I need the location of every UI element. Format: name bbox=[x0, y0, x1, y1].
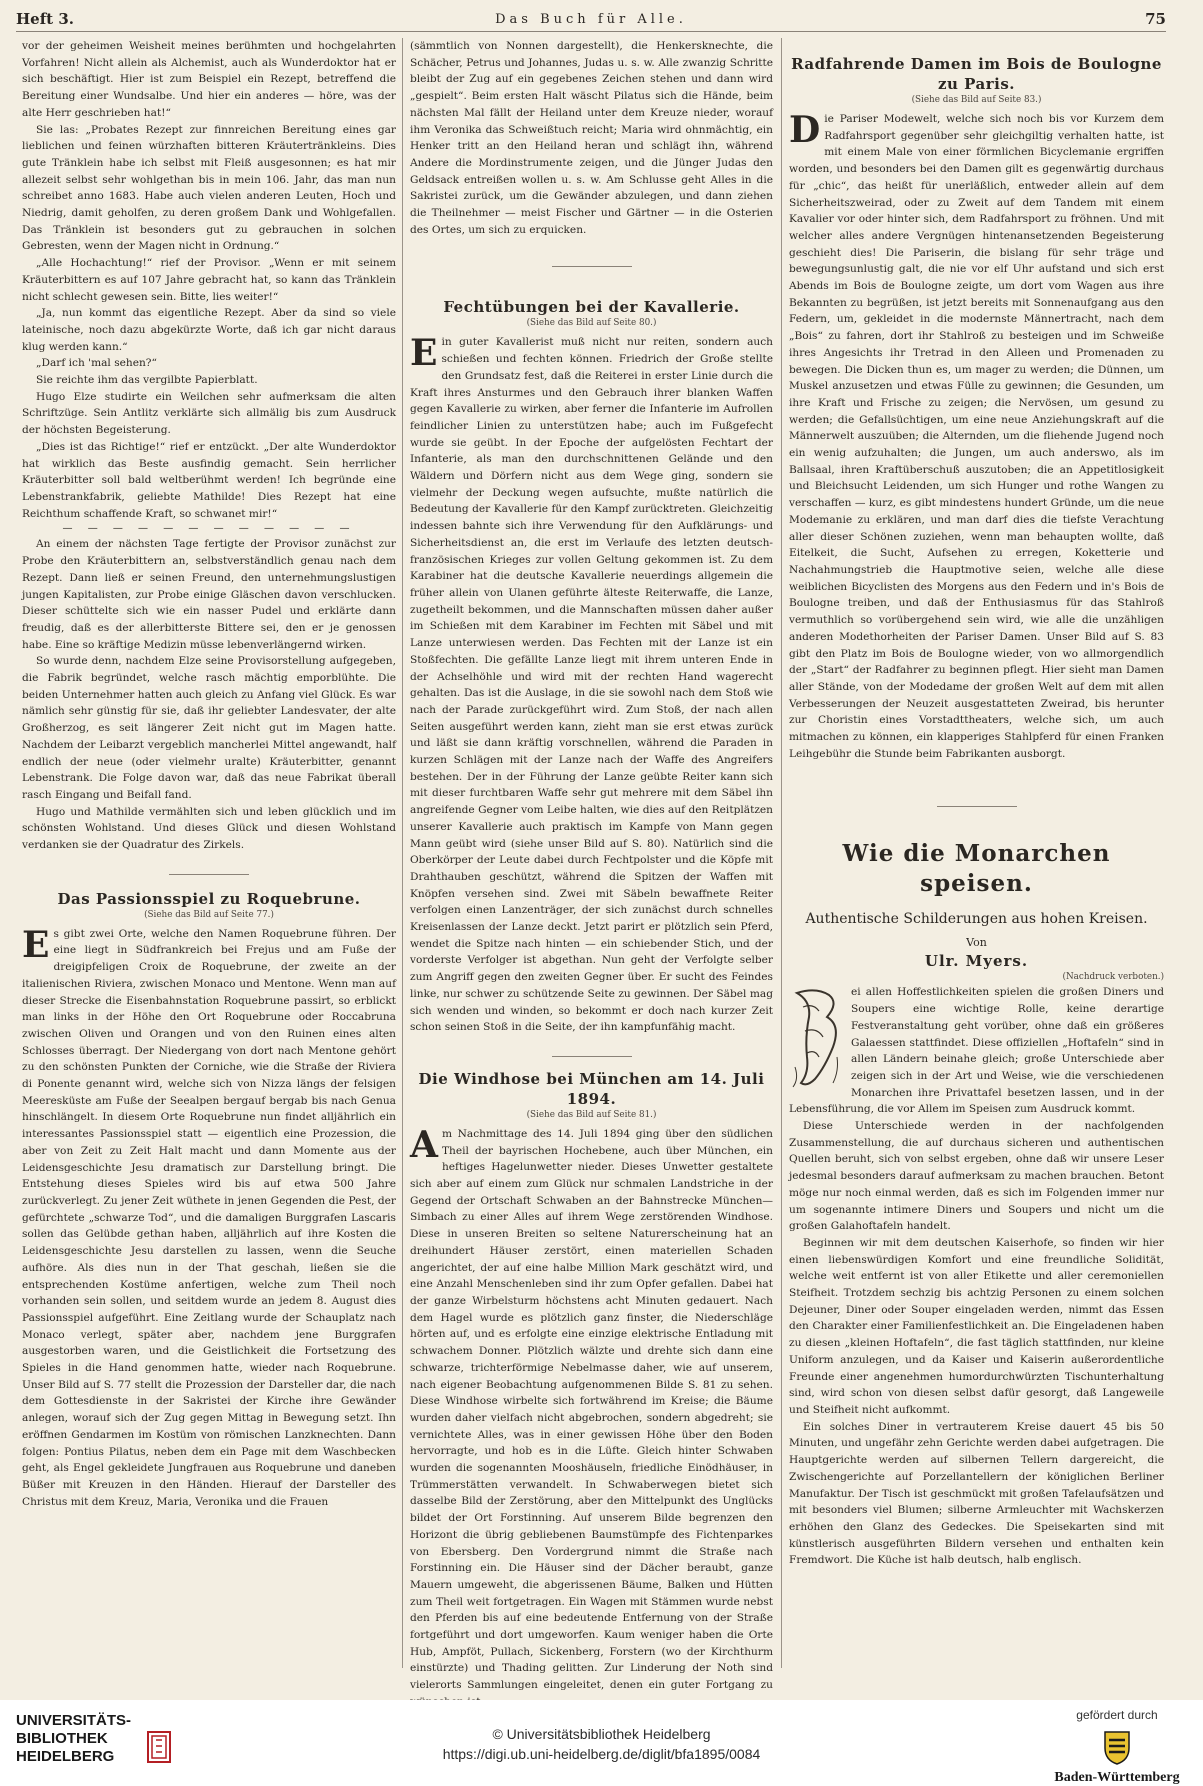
paragraph: Diese Unterschiede werden in der nachfolgenden Zusammenstellung, die auf durchaus sicheren und authentischen Quellen beruht, sich von selbst ergeben, ohne daß wir unsere Leser jedesmal besonders darauf aufmerksam zu machen brauchen. Betont möge nur noch einmal werden, daß es sich im Folgenden immer nur um sogenannte intimere Diners und Soupers und nicht um die großen Galahoftafeln handelt. bbox=[789, 1120, 1164, 1233]
paragraph: Hugo Elze studirte ein Weilchen sehr aufmerksam die alten Schriftzüge. Sein Antlitz verklärte sich allmälig bis zum Ausdruck der höchsten Begeisterung. bbox=[22, 390, 396, 437]
paragraph: Ein solches Diner in vertrauterem Kreise dauert 45 bis 50 Minuten, und ungefähr zehn Gerichte werden dabei aufgetragen. Die Hauptgerichte werden auf silbernen Tellern dargereicht, die Zwischengerichte auf Porzellantellern der königlichen Berliner Manufaktur. Der Tisch ist geschmückt mit großen Tafelaufsätzen und mit besonders viel Blumen; silberne Armleuchter mit Wachskerzen erhöhen den Glanz des Gedeckes. Die Speisekarten sind mit künstlerisch ausgeführten Bildern versehen und enthalten kein Fremdwort. Die Küche ist halb deutsch, halb englisch. bbox=[789, 1420, 1164, 1567]
paragraph: Hugo und Mathilde vermählten sich und leben glücklich und im schönsten Wohlstand. Und dieses Glück und diesen Wohlstand verdanken sie der Quadratur des Zirkels. bbox=[22, 805, 396, 852]
section-dashes: — — — — — — — — — — — — bbox=[62, 523, 356, 535]
article-subtitle: Authentische Schilderungen aus hohen Kreisen. bbox=[805, 911, 1148, 928]
digitization-footer bbox=[0, 1700, 1203, 1784]
column-3 bbox=[789, 38, 1164, 1678]
paragraph: „Dies ist das Richtige!“ rief er entzückt. „Der alte Wunderdoktor hat wirklich das Beste ausfindig gemacht. Sein herrlicher Kräuterbitter soll bald weltberühmt werden! Ich begründe eine Lebenstrankfabrik, geliebte Mathilde! Dies Rezept hat eine Reichthum schaffende Kraft, so schwanet mir!“ bbox=[22, 440, 396, 520]
paragraph-text: ie Pariser Modewelt, welche sich noch bis vor Kurzem dem Radfahrsport gegenüber sehr gleichgiltig verhalten hatte, ist mit einem Male von einer förmlichen Bicyclemanie ergriffen worden, und besonders bei den Damen gilt es gegenwärtig durchaus für „chic“, das heißt für unerläßlich, entweder allein auf dem Sicherheitszweirad, oder zu Zweit auf dem Tandem mit einem Kavalier vor oder hinter sich, dem Radfahrsport zu fröhnen. Und mit welcher alles andere Vergnügen hintenansetzenden Begeisterung geschieht dies! Die Pariserin, die bislang für sehr träge und bewegungsunlustig galt, die nie vor elf Uhr aufstand und sich erst Abends im Bois de Boulogne zeigte, um dort vom Wagen aus ihre Bekannten zu begrüßen, ist jetzt bereits mit Sonnenaufgang aus den Federn, um, gekleidet in die modernste Männertracht, nach dem „Bois“ zu fahren, dort ihr Stahlroß zu besteigen und im Schweiße ihres Angesichts ihr Tretrad in den Alleen und Promenaden zu bewegen. Die Dicken thun es, um mager zu werden; die Dünnen, um Muskel anzusetzen und etwas Fülle zu gewinnen; die Gesunden, um ihre Kraft und Frische zu zeigen; die Nervösen, um gesund zu werden; die Gefallsüchtigen, um eine neue Anziehungskraft auf die Männerwelt auszuüben; die Alternden, um die fliehende Jugend noch ein wenig aufzuhalten; die Jungen, um auch anderswo, als im Ballsaal, ihren Kraftüberschuß auszutoben; die an Appetitlosigkeit und Bleichsucht Leidenden, um sich Hunger und rothe Wangen zu verschaffen — kurz, es gibt mindestens hundert Gründe, um die neue Modemanie zu erklären, und man darf dies die tiefste Verachtung aller dieser Schönen zuziehen, wenn man behaupten wollte, daß Eitelkeit, die Sucht, Aufsehen zu erregen, Koketterie und Nachahmungstrieb die Hauptmotive seien, welche alle diese weiblichen Bicyclisten des Morgens aus den Federn und in's Bois de Boulogne treiben, und daß der Enthusiasmus für das Stahlroß vermuthlich so vorübergehend sein wird, wie alle die unzähligen anderen Modethorheiten der Pariser Damen. Unser Bild auf S. 83 gibt den Platz im Bois de Boulogne wieder, von wo allmorgendlich der „Start“ der Radfahrer zu beginnen pflegt. Hier sieht man Damen aller Stände, von der Modedame der großen Welt auf dem mit allen Verbesserungen der Neuzeit ausgestatteten Zweirad, bis herunter zur Choristin eines Vorstadttheaters, welche sich, um auch mitmachen zu können, ein klapperiges Stahlpferd für einen Franken Leihgebühr die Stunde beim Fabrikanten ausborgt. bbox=[789, 113, 1164, 760]
paragraph: vor der geheimen Weisheit meines berühmten und hochgelahrten Vorfahren! Nicht allein als Alchemist, auch als Wunderdoktor hat er sich beschäftigt. Hier ist zum Beispiel ein Rezept, betreffend die Bereitung einer Wundsalbe. Und hier ein anderes — höre, was der alte Herr geschrieben hat!“ bbox=[22, 40, 396, 119]
author-name: Ulr. Myers. bbox=[924, 952, 1029, 971]
paragraph-text: s gibt zwei Orte, welche den Namen Roquebrune führen. Der eine liegt in Südfrankreich bei Frejus und am Fuße der dreigipfeligen Croix de Roquebrune, der zweite an der italienischen Riviera, zwischen Monaco und Mentone. Wenn man auf dieser Strecke die Eisenbahnstation Roquebrune passirt, so erblickt man links in der Höhe den Ort Roquebrune oder Roccabruna zwischen Oliven und Orangen und von den Ruinen eines alten Schlosses überragt. Der Niedergang von dort nach Mentone gehört zu den schönsten Punkten der Corniche, wie die Straße der Riviera di Ponente genannt wird, welche sich von Nizza längs der felsigen Meeresküste am Fuße der Seealpen bergauf bergab bis nach Genua hinschlängelt. In diesem Orte Roquebrune nun findet alljährlich ein interessantes Passionsspiel statt — eigentlich eine Prozession, die aber von Zeit zu Zeit Halt macht und dann Momente aus der Leidensgeschichte Jesu dramatisch zur Darstellung bringt. Die Entstehung dieses Spieles wird bis auf etwa 500 Jahre zurückverlegt. Zu jener Zeit wüthete in jenen Gegenden die Pest, der gefürchtete „schwarze Tod“, und die damaligen Burggrafen Lascaris sollen das Gelübde gethan haben, alljährlich auf ihre Kosten die Leidensgeschichte Jesu darstellen zu lassen, wenn die Seuche aufhöre. Als dies nun in der That geschah, ließen sie die entsprechenden Kostüme anfertigen, welche zum Theil noch vorhanden sein sollen, und seitdem wurde an jedem 8. August dies Passionsspiel aufgeführt. Eine Zeitlang wurde der Schauplatz nach Monaco verlegt, später aber, nachdem jene Burggrafen ausgestorben waren, und die Geistlichkeit die Fortsetzung des Spieles in die Hand genommen hatte, wieder nach Roquebrune. Unser Bild auf S. 77 stellt die Prozession der Darsteller dar, die nach dem Gottesdienste in der Sakristei der Kirche ihre Gewänder anlegen, worauf sich der Zug gegen Mittag in Bewegung setzt. Ihn eröffnen Gendarmen im Kostüm von römischen Lanzknechten. Dann folgen: Pontius Pilatus, neben dem ein Page mit dem Waschbecken geht, als Engel gekleidete Jungfrauen aus Roquebrune und daneben Büßer mit Kreuzen in den Händen. Hierauf der Darsteller des Christus mit dem Kreuz, Maria, Veronika und die Frauen bbox=[22, 927, 396, 1508]
page-number: 75 bbox=[1145, 10, 1166, 28]
source-url[interactable]: https://digi.ub.uni-heidelberg.de/diglit/bfa1895/0084 bbox=[442, 1746, 761, 1762]
article-title: Fechtübungen bei der Kavallerie. bbox=[443, 298, 740, 317]
drop-cap: A bbox=[410, 1123, 438, 1166]
article-title: Das Passionsspiel zu Roquebrune. bbox=[57, 889, 361, 908]
picture-reference: (Siehe das Bild auf Seite 80.) bbox=[526, 318, 657, 329]
decorative-initial bbox=[789, 984, 843, 1094]
issue-number: Heft 3. bbox=[16, 10, 74, 28]
journal-title: Das Buch für Alle. bbox=[495, 12, 687, 27]
section-divider bbox=[552, 266, 632, 267]
column-1 bbox=[22, 38, 396, 1678]
picture-reference: (Siehe das Bild auf Seite 77.) bbox=[144, 909, 274, 920]
paragraph: „Darf ich 'mal sehen?“ bbox=[36, 357, 157, 370]
column-rule-right bbox=[781, 38, 782, 1668]
ornamental-initial-icon bbox=[789, 987, 843, 1091]
paragraph bbox=[410, 1123, 773, 1711]
article-title: Die Windhose bei München am 14. Juli 1894. bbox=[418, 1069, 765, 1108]
paragraph: Beginnen wir mit dem deutschen Kaiserhofe, so finden wir hier einen liebenswürdigen Komfort und eine freundliche Solidität, welche weit entfernt ist von aller Etikette und aller ceremoniellen Steifheit. Trotzdem sechzig bis achtzig Personen zu einem solchen Dejeuner, Diner oder Souper eingeladen werden, nimmt das Essen den Charakter einer Familienfestlichkeit an. Die Eingeladenen haben zu diesen „kleinen Hoftafeln“, die fast täglich stattfinden, nur kleine Uniform anzulegen, und da Kaiser und Kaiserin außerordentliche Freunde einer angenehmen humordurchwürzten Tischunterhaltung sind, wird schon von diesen selbst dafür gesorgt, daß Langeweile und Steifheit nicht aufkommt. bbox=[789, 1236, 1164, 1416]
state-coat-of-arms-icon bbox=[1097, 1726, 1137, 1766]
page-header bbox=[16, 6, 1166, 32]
funder-name: Baden-Württemberg bbox=[1054, 1770, 1180, 1785]
picture-reference: (Siehe das Bild auf Seite 83.) bbox=[911, 95, 1042, 105]
section-divider bbox=[937, 806, 1017, 807]
column-rule-left bbox=[402, 38, 403, 1668]
library-logo bbox=[16, 1712, 216, 1772]
paragraph-text: in guter Kavallerist muß nicht nur reiten, sondern auch schießen und fechten können. Friedrich der Große stellte den Grundsatz fest, daß die Reiterei in erster Linie durch die Kraft ihres Ansturmes und den Gebrauch ihrer blanken Waffen gegen Kavallerie zu wirken, aber ferner die Infanterie im Aufrollen feindlicher Linien zu unterstützen habe; auch im Fußgefecht wurde sie geübt. In der Epoche der aufgelösten Fechtart der Infanterie, als man den durchschnittenen Gelände und den Wäldern und Dörfern nicht aus dem Wege ging, sondern sie vielmehr der Deckung wegen aufsuchte, mußte natürlich die Bedeutung der Kavallerie für den Kampf zurücktreten. Gleichzeitig indessen bahnte sich ihre Verwendung für den Aufklärungs- und Sicherheitsdienst an, die erst im Verlaufe des letzten deutsch-französischen Krieges zur vollen Geltung gekommen ist. Zu dem Karabiner hat die deutsche Kavallerie neuerdings allgemein die früher allein von Ulanen geführte älteste Reiterwaffe, die Lanze, zugetheilt bekommen, und die Mannschaften müssen daher außer im Schießen mit dem Karabiner im Fechten mit Säbel und mit Lanze unterwiesen werden. Das Fechten mit der Lanze ist ein Stoßfechten. Die gefällte Lanze liegt mit ihrem unteren Ende in der Achselhöhle und wird mit der rechten Hand wagerecht gehalten. Das ist die Auslage, in die sie sowohl nach dem Stoß wie nach der Parade zurückgeführt wird. Zum Stoß, der nach allen Seiten ausgeführt werden kann, zieht man sie erst etwas zurück und läßt sie dann kräftig vorschnellen, während die Paraden in kurzen Schlägen mit der Lanze nach der Waffe des Angreifers bestehen. Der in der Führung der Lanze geübte Reiter kann sich mit dieser furchtbaren Waffe sehr gut mehrere mit dem Säbel ihn angreifende Gegner vom Leibe halten, wie dies auf den Reitplätzen unserer Kavallerie auch praktisch im Kampfe von Mann gegen Mann geübt wird (siehe unser Bild auf S. 80). Natürlich sind die Oberkörper der Leute dabei durch Fechtpolster und die Köpfe mit Drahthauben geschützt, während die Spitzen der Waffen mit Knöpfen versehen sind. Zwei mit Säbeln bewaffnete Reiter verfolgen einen Lanzenträger, der sich zunächst durch schnelles Kreisenlassen der Lanze deckt. Jetzt parirt er plötzlich sein Pferd, wendet die Spitze nach hinten — ein schiebender Stich, und der vorderste Verfolger ist abgethan. Nun geht der Verfolgte selber zum Angriff gegen den zweiten Gegner über. Er sucht des Feindes linke, nur schwer zu schützende Seite zu gewinnen. Der Säbel mag sich wenden und winden, so bekommt er doch nach kurzer Zeit schon seinen Stoß in die Seite, der ihn kampfunfähig macht. bbox=[410, 336, 773, 1034]
drop-cap: D bbox=[789, 109, 821, 151]
picture-reference: (Siehe das Bild auf Seite 81.) bbox=[526, 1109, 657, 1120]
column-2 bbox=[410, 38, 773, 1692]
funding-notice bbox=[1047, 1708, 1187, 1786]
paragraph: Sie reichte ihm das vergilbte Papierblatt. bbox=[36, 374, 258, 387]
paragraph: „Alle Hochachtung!“ rief der Provisor. „Wenn er mit seinem Kräuterbittern es auf 107 Jahre gebracht hat, so kann das Tränklein nicht schlecht gewesen sein. Bitte, lies weiter!“ bbox=[22, 257, 396, 303]
section-divider bbox=[169, 874, 249, 875]
paragraph: (sämmtlich von Nonnen dargestellt), die Henkersknechte, die Schächer, Petrus und Johannes, Judas u. s. w. Alle zwanzig Schritte bleibt der Zug auf ein gegebenes Zeichen stehen und dann wird „gespielt“. Beim ersten Halt wäscht Pilatus sich die Hände, beim nächsten Mal fällt der Heiland unter dem Kreuze nieder, worauf ihm Veronika das Schweißtuch reicht; Maria wird ohnmächtig, ein Henker tritt an den Heiland heran und schlägt ihn, während Andere die Mordinstrumente zeigen, und die Jünger Judas den Geldsack entreißen wollen u. s. w. Am Schlusse geht Alles in die Sakristei zurück, um die Gewänder abzulegen, und dann ziehen die Theilnehmer — meist Fischer und Gärtner — in die Osterien des Ortes, um sich zu erquicken. bbox=[410, 40, 773, 236]
byline-von: Von bbox=[966, 936, 987, 950]
drop-cap: E bbox=[22, 923, 50, 966]
reprint-notice: (Nachdruck verboten.) bbox=[1062, 972, 1164, 983]
paragraph: „Ja, nun kommt das eigentliche Rezept. Aber da sind so viele lateinische, noch dazu abgekürzte Worte, daß ich gar nicht daraus klug werden kann.“ bbox=[22, 307, 396, 353]
section-divider bbox=[552, 1056, 632, 1057]
paragraph-text: m Nachmittage des 14. Juli 1894 ging über den südlichen Theil der bayrischen Hochebene, auch über München, ein heftiges Hagelunwetter nieder. Dieses Unwetter gestaltete sich aber auf einem zum Glück nur schmalen Landstriche in der Gegend der Ortschaft Schwaben an der Bahnstrecke München—Simbach zu einer Alles auf ihrem Wege zerstörenden Windhose. Diese in unseren Breiten so seltene Naturerscheinung hat an dreihundert Häuser zerstört, einen materiellen Schaden angerichtet, der auf eine halbe Million Mark geschätzt wird, und eine Anzahl Menschenleben sind ihr zum Opfer gefallen. Dabei hat der ganze Wirbelsturm höchstens acht Minuten gedauert. Nach dem Hagel wurde es plötzlich ganz finster, die Niederschläge hörten auf, und es erfolgte eine einzige elektrische Entladung mit schwachem Donner. Plötzlich wälzte und drehte sich dann eine schwarze, trichterförmige Nebelmasse daher, wie auf unserem, nach eigener Beobachtung aufgenommenen Bilde S. 81 zu sehen. Diese Windhose wirbelte sich fortwährend im Kreise; die Bäume wurden daher vielfach nicht abgebrochen, sondern abgedreht; sie vernichtete Alles, was in einer gewissen Höhe über den Boden hervorragte, und hob es in die Lüfte. Gleich hinter Schwaben wurden die sogenannten Mooshäuseln, friedliche Einödhäuser, in Trümmerstätten verwandelt. In Schwaberwegen bietet sich dasselbe Bild der Zerstörung, aber den Mittelpunkt des Unglücks bildet der Ort Forstinning. Auf unserem Bilde begrenzen den Horizont die übrig gebliebenen Baumstümpfe des Fichtenparkes von Ebersberg. Den Vordergrund nimmt die Straße nach Forstinning ein. Die Häuser sind der Dächer beraubt, ganze Mauern umgeweht, die abgerissenen Bäume, Balken und Hütten zum Theil weit fortgetragen. Ein Wagen mit Stämmen wurde nebst den Pferden bis auf eine bedeutende Entfernung von der Straße fortgeführt und dort umgeworfen. Kaum weniger haben die Orte Hub, Ampföt, Pullach, Sickenberg, Forstern (wo der Kirchthurm einstürzte) und Thading gelitten. Zur Linderung der Noth sind vielerorts Sammlungen eingeleitet, denen ein guter Fortgang zu bbox=[410, 1127, 773, 1692]
paragraph bbox=[22, 923, 396, 1511]
copyright-notice: © Universitätsbibliothek Heidelberg bbox=[492, 1726, 711, 1742]
paragraph: So wurde denn, nachdem Elze seine Provisorstellung aufgegeben, die Fabrik begründet, welche rasch mächtig emporblühte. Die beiden Unternehmer hatten auch gleich zu Anfang viel Glück. Es war nämlich sehr günstig für sie, daß ihr geliebter Landesvater, der alte Großherzog, es seit längerer Zeit nicht gut im Magen hatte. Nachdem der Leibarzt vergeblich mancherlei Mittel angewandt, half endlich der neue (oder vielmehr uralte) Kräuterbitter, genannt Lebenstrank. Die Folge davon war, daß das neue Fabrikat überall rasch Eingang und Beifall fand. bbox=[22, 655, 396, 801]
library-name-line3: HEIDELBERG bbox=[16, 1748, 115, 1765]
drop-cap: E bbox=[410, 332, 438, 375]
paragraph: Sie las: „Probates Rezept zur finnreichen Bereitung eines gar lieblichen und feinen würzhaften bitteren Kräutertränkleins. Dies gute Tränklein habe ich selbst mit Fleiß ausgesonnen; es hat mir allezeit selbst sehr wohlgethan bis in mein 106. Jahr, das man nun schreibet anno 1683. Habe auch vielen anderen Leuten, Hoch und Niedrig, damit geholfen, zu deren großem Dank und Wohlgefallen. Das Tränklein ist besonders gut zu gebrauchen in solchen Gebresten, wenn der Magen nicht in Ordnung.“ bbox=[22, 123, 396, 253]
paragraph: ei allen Hoffestlichkeiten spielen die großen Diners und Soupers eine wichtige Rolle, keine derartige Festveranstaltung geht vorüber, ohne daß ein größeres Galaessen stattfindet. Diese offiziellen „Hoftafeln“ sind in allen Ländern beinahe gleich; große Unterschiede aber zeigen sich in der Art und Weise, wie die verschiedenen Monarchen ihre Privattafel besetzen lassen, und in der Lebensführung, die vor Allem im Speisen zum Ausdruck kommt. bbox=[789, 986, 1164, 1116]
paragraph: An einem der nächsten Tage fertigte der Provisor zunächst zur Probe den Kräuterbittern an, selbstverständlich genau nach dem Rezept. Dann ließ er seinen Freund, den unternehmungslustigen jungen Kapitalisten, zur Probe einige Gläschen davon verschlucken. Dieser schüttelte sich wie ein nasser Pudel und erklärte dann freudig, daß es der allerbitterste Bittere sei, den er je genossen habe. Eine so kräftige Medizin müsse lebenverlängernd wirken. bbox=[22, 538, 396, 651]
article-title: Radfahrende Damen im Bois de Boulogne zu Paris. bbox=[791, 55, 1162, 93]
library-name-line1: UNIVERSITÄTS- bbox=[16, 1712, 132, 1729]
paragraph bbox=[789, 111, 1164, 762]
funded-label: gefördert durch bbox=[1076, 1708, 1158, 1722]
article-title: Wie die Monarchen speisen. bbox=[842, 840, 1111, 898]
library-name-line2: BIBLIOTHEK bbox=[16, 1730, 108, 1747]
paragraph bbox=[410, 334, 773, 1036]
